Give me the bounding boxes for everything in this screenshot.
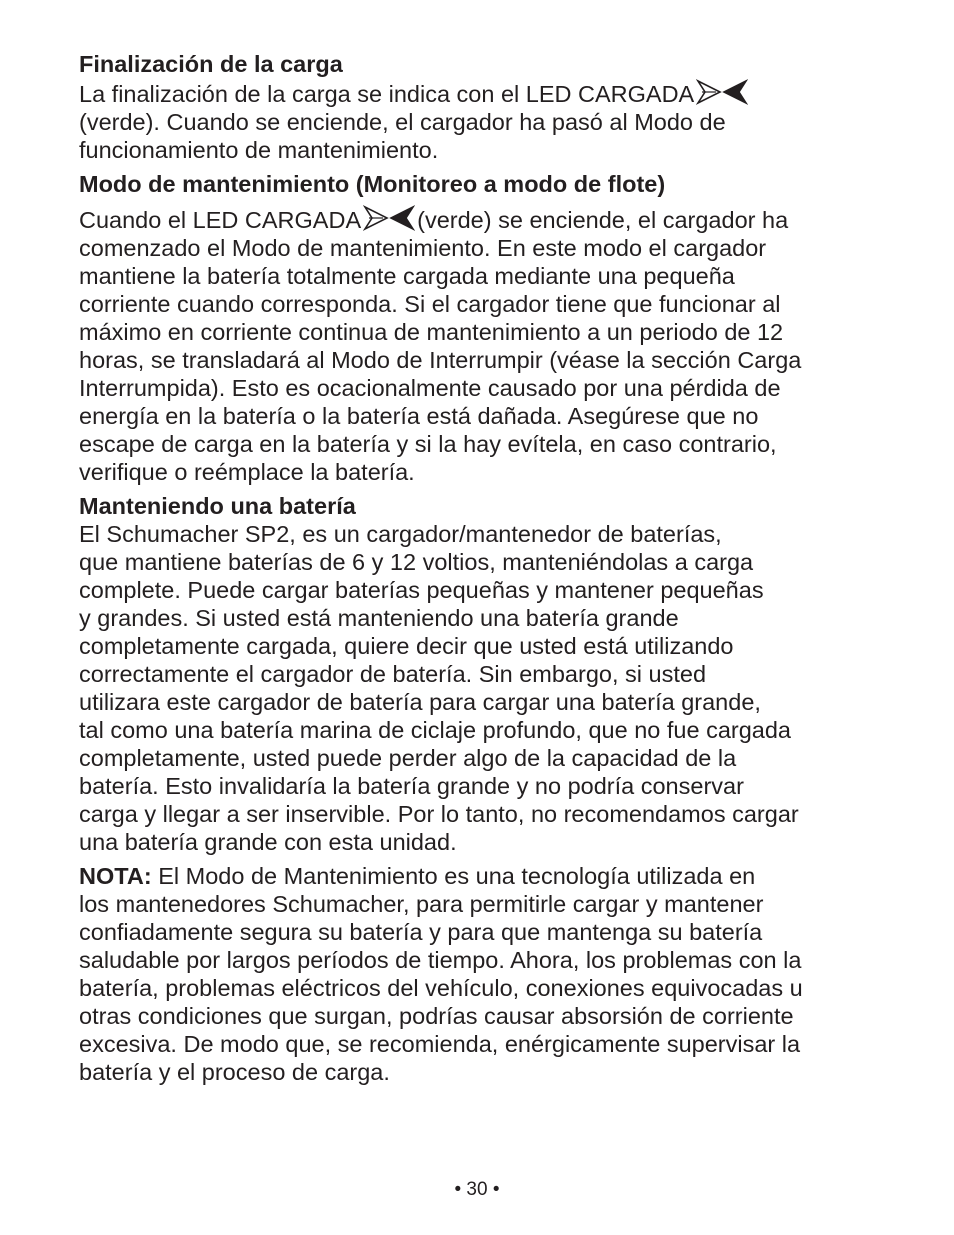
section-body (79, 520, 899, 856)
body-line: batería. Esto invalidaría la batería grande y no podría conservar (79, 773, 744, 799)
body-line (79, 78, 899, 108)
body-line (79, 862, 899, 890)
section-body (79, 204, 899, 486)
body-line: complete. Puede cargar baterías pequeñas y mantener pequeñas (79, 577, 764, 603)
body-line: confiadamente segura su batería y para que mantenga su batería (79, 919, 763, 945)
section-manteniendo (79, 492, 899, 856)
body-text: La finalización de la carga se indica con el LED CARGADA (79, 81, 695, 107)
body-line: carga y llegar a ser inservible. Por lo tanto, no recomendamos cargar (79, 801, 799, 827)
page-number: • 30 • (454, 1179, 500, 1200)
body-line: energía en la batería o la batería está dañada. Asegúrese que no (79, 403, 759, 429)
body-line: (verde). Cuando se enciende, el cargador ha pasó al Modo de (79, 109, 726, 135)
led-charged-icon (696, 78, 748, 106)
body-line: escape de carga en la batería y si la hay evítela, en caso contrario, (79, 431, 777, 457)
body-line: funcionamiento de mantenimiento. (79, 137, 439, 163)
section-heading: Finalización de la carga (79, 51, 343, 77)
note-body (79, 862, 899, 1086)
body-line: batería, problemas eléctricos del vehículo, conexiones equivocadas u (79, 975, 803, 1001)
body-line: utilizara este cargador de batería para cargar una batería grande, (79, 689, 761, 715)
body-text: El Modo de Mantenimiento es una tecnología utilizada en (151, 863, 756, 889)
body-text: (verde) se enciende, el cargador ha (417, 207, 789, 233)
body-line: horas, se transladará al Modo de Interrumpir (véase la sección Carga (79, 347, 802, 373)
body-line: otras condiciones que surgan, podrías causar absorsión de corriente (79, 1003, 794, 1029)
body-line: corriente cuando corresponda. Si el cargador tiene que funcionar al (79, 291, 781, 317)
section-nota (79, 862, 899, 1086)
body-line: completamente cargada, quiere decir que usted está utilizando (79, 633, 734, 659)
body-line: verifique o reémplace la batería. (79, 459, 415, 485)
body-line: que mantiene baterías de 6 y 12 voltios, manteniéndolas a carga (79, 549, 754, 575)
body-line: mantiene la batería totalmente cargada mediante una pequeña (79, 263, 735, 289)
section-heading: Modo de mantenimiento (Monitoreo a modo de flote) (79, 171, 666, 197)
section-finalizacion (79, 50, 899, 164)
body-line: saludable por largos períodos de tiempo. Ahora, los problemas con la (79, 947, 802, 973)
led-charged-icon (363, 204, 415, 232)
body-line: batería y el proceso de carga. (79, 1059, 390, 1085)
body-line: Interrumpida). Esto es ocacionalmente causado por una pérdida de (79, 375, 781, 401)
body-line: máximo en corriente continua de mantenimiento a un periodo de 12 (79, 319, 784, 345)
body-line: El Schumacher SP2, es un cargador/mantenedor de baterías, (79, 521, 722, 547)
section-heading: Manteniendo una batería (79, 493, 356, 519)
section-body (79, 78, 899, 164)
body-line: correctamente el cargador de batería. Sin embargo, si usted (79, 661, 707, 687)
body-line: excesiva. De modo que, se recomienda, enérgicamente supervisar la (79, 1031, 801, 1057)
body-line: tal como una batería marina de ciclaje profundo, que no fue cargada (79, 717, 791, 743)
body-line: y grandes. Si usted está manteniendo una batería grande (79, 605, 679, 631)
body-line: completamente, usted puede perder algo de la capacidad de la (79, 745, 737, 771)
body-line: comenzado el Modo de mantenimiento. En este modo el cargador (79, 235, 767, 261)
section-modo-mantenimiento (79, 170, 899, 486)
note-label: NOTA: (79, 863, 152, 889)
document-page (79, 50, 899, 1092)
body-line: los mantenedores Schumacher, para permitirle cargar y mantener (79, 891, 764, 917)
body-line (79, 204, 899, 234)
body-text: Cuando el LED CARGADA (79, 207, 362, 233)
body-line: una batería grande con esta unidad. (79, 829, 457, 855)
